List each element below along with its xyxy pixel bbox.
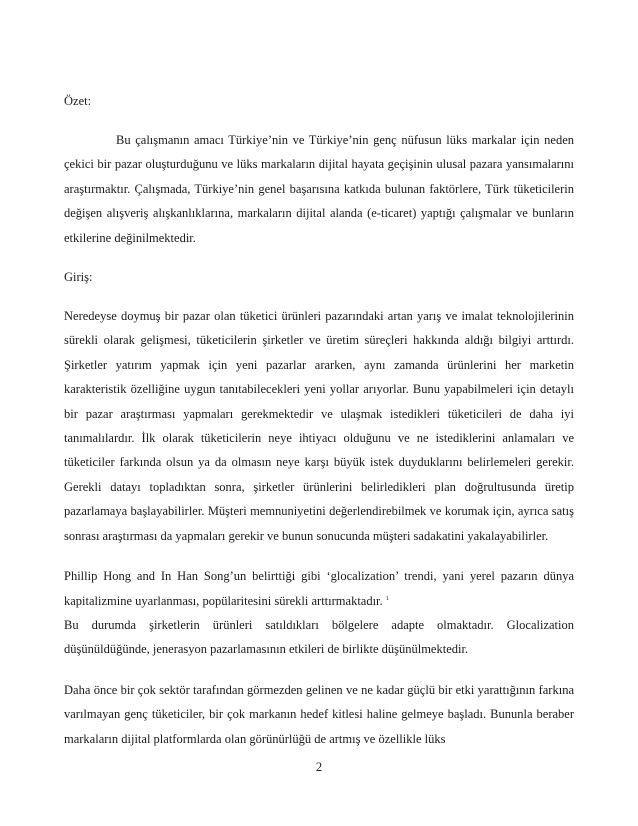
- page-content: [64, 90, 574, 751]
- footnote-marker[interactable]: 1: [385, 595, 389, 602]
- intro-paragraph-1: Neredeyse doymuş bir pazar olan tüketici ürünleri pazarındaki artan yarış ve imalat teknolojilerinin sürekli olarak gelişmesi, tüketicilerin şirketler ve üretim süreçleri hakkında aldığı bilgiyi arttırdı. Şirketler yatırım yapmak için yeni pazarlar ararken, aynı zamanda ürünlerini her marketin karakteristik özelliğine uygun tanıtabilecekleri yeni yollar arıyorlar. Bunu yapabilmeleri için detaylı bir pazar araştırması yapmaları gerekmektedir ve ulaşmak istedikleri tüketicileri de daha iyi tanımalılardır. İlk olarak tüketicilerin neye ihtiyacı olduğunu ve ne istediklerini anlamaları ve tüketiciler farkında olsun ya da olmasın neye karşı büyük istek duyduklarını belirlemeleri gerekir. Gerekli datayı topladıktan sonra, şirketler ürünlerini belirledikleri plan doğrultusunda üretip pazarlamaya başlayabilirler. Müşteri memnuniyetini değerlendirebilmek ve korumak için, ayrıca satış sonrası araştırması da yapmaları gerekir ve bunun sonucunda müşteri sadakatini yakalayabilirler.: [64, 309, 574, 543]
- intro-paragraph-2: [64, 564, 574, 613]
- abstract-heading: Özet:: [64, 94, 92, 108]
- page-number: 2: [315, 760, 323, 774]
- intro-paragraph-3: Bu durumda şirketlerin ürünleri satıldıkları bölgelere adapte olmaktadır. Glocalization düşünüldüğünde, jenerasyon pazarlamasının etkileri de birlikte düşünülmektedir.: [64, 617, 574, 657]
- intro-paragraph-4: Daha önce bir çok sektör tarafından görmezden gelinen ve ne kadar güçlü bir etki yarattığının farkına varılmayan genç tüketiciler, bir çok markanın hedef kitlesi haline gelmeye başladı. Bununla beraber markaların dijital platformlarda olan görünürlüğü de artmış ve özellikle lüks: [64, 682, 574, 746]
- intro-paragraph-2-text: Phillip Hong and In Han Song’un belirttiği gibi ‘glocalization’ trendi, yani yerel pazarın dünya kapitalizmine uyarlanması, popülaritesini sürekli arttırmaktadır.: [64, 569, 574, 608]
- introduction-heading: Giriş:: [64, 270, 93, 285]
- abstract-paragraph: Bu çalışmanın amacı Türkiye’nin ve Türkiye’nin genç nüfusun lüks markalar için neden çekici bir pazar oluşturduğunu ve lüks markaların dijital hayata geçişinin ulusal pazara yansımalarını araştırmaktır. Çalışmada, Türkiye’nin genel başarısına katkıda bulunan faktörlere, Türk tüketicilerin değişen alışveriş alışkanlıklarına, markaların dijital alanda (e-ticaret) yaptığı çalışmalar ve bunların etkilerine değinilmektedir.: [64, 133, 574, 245]
